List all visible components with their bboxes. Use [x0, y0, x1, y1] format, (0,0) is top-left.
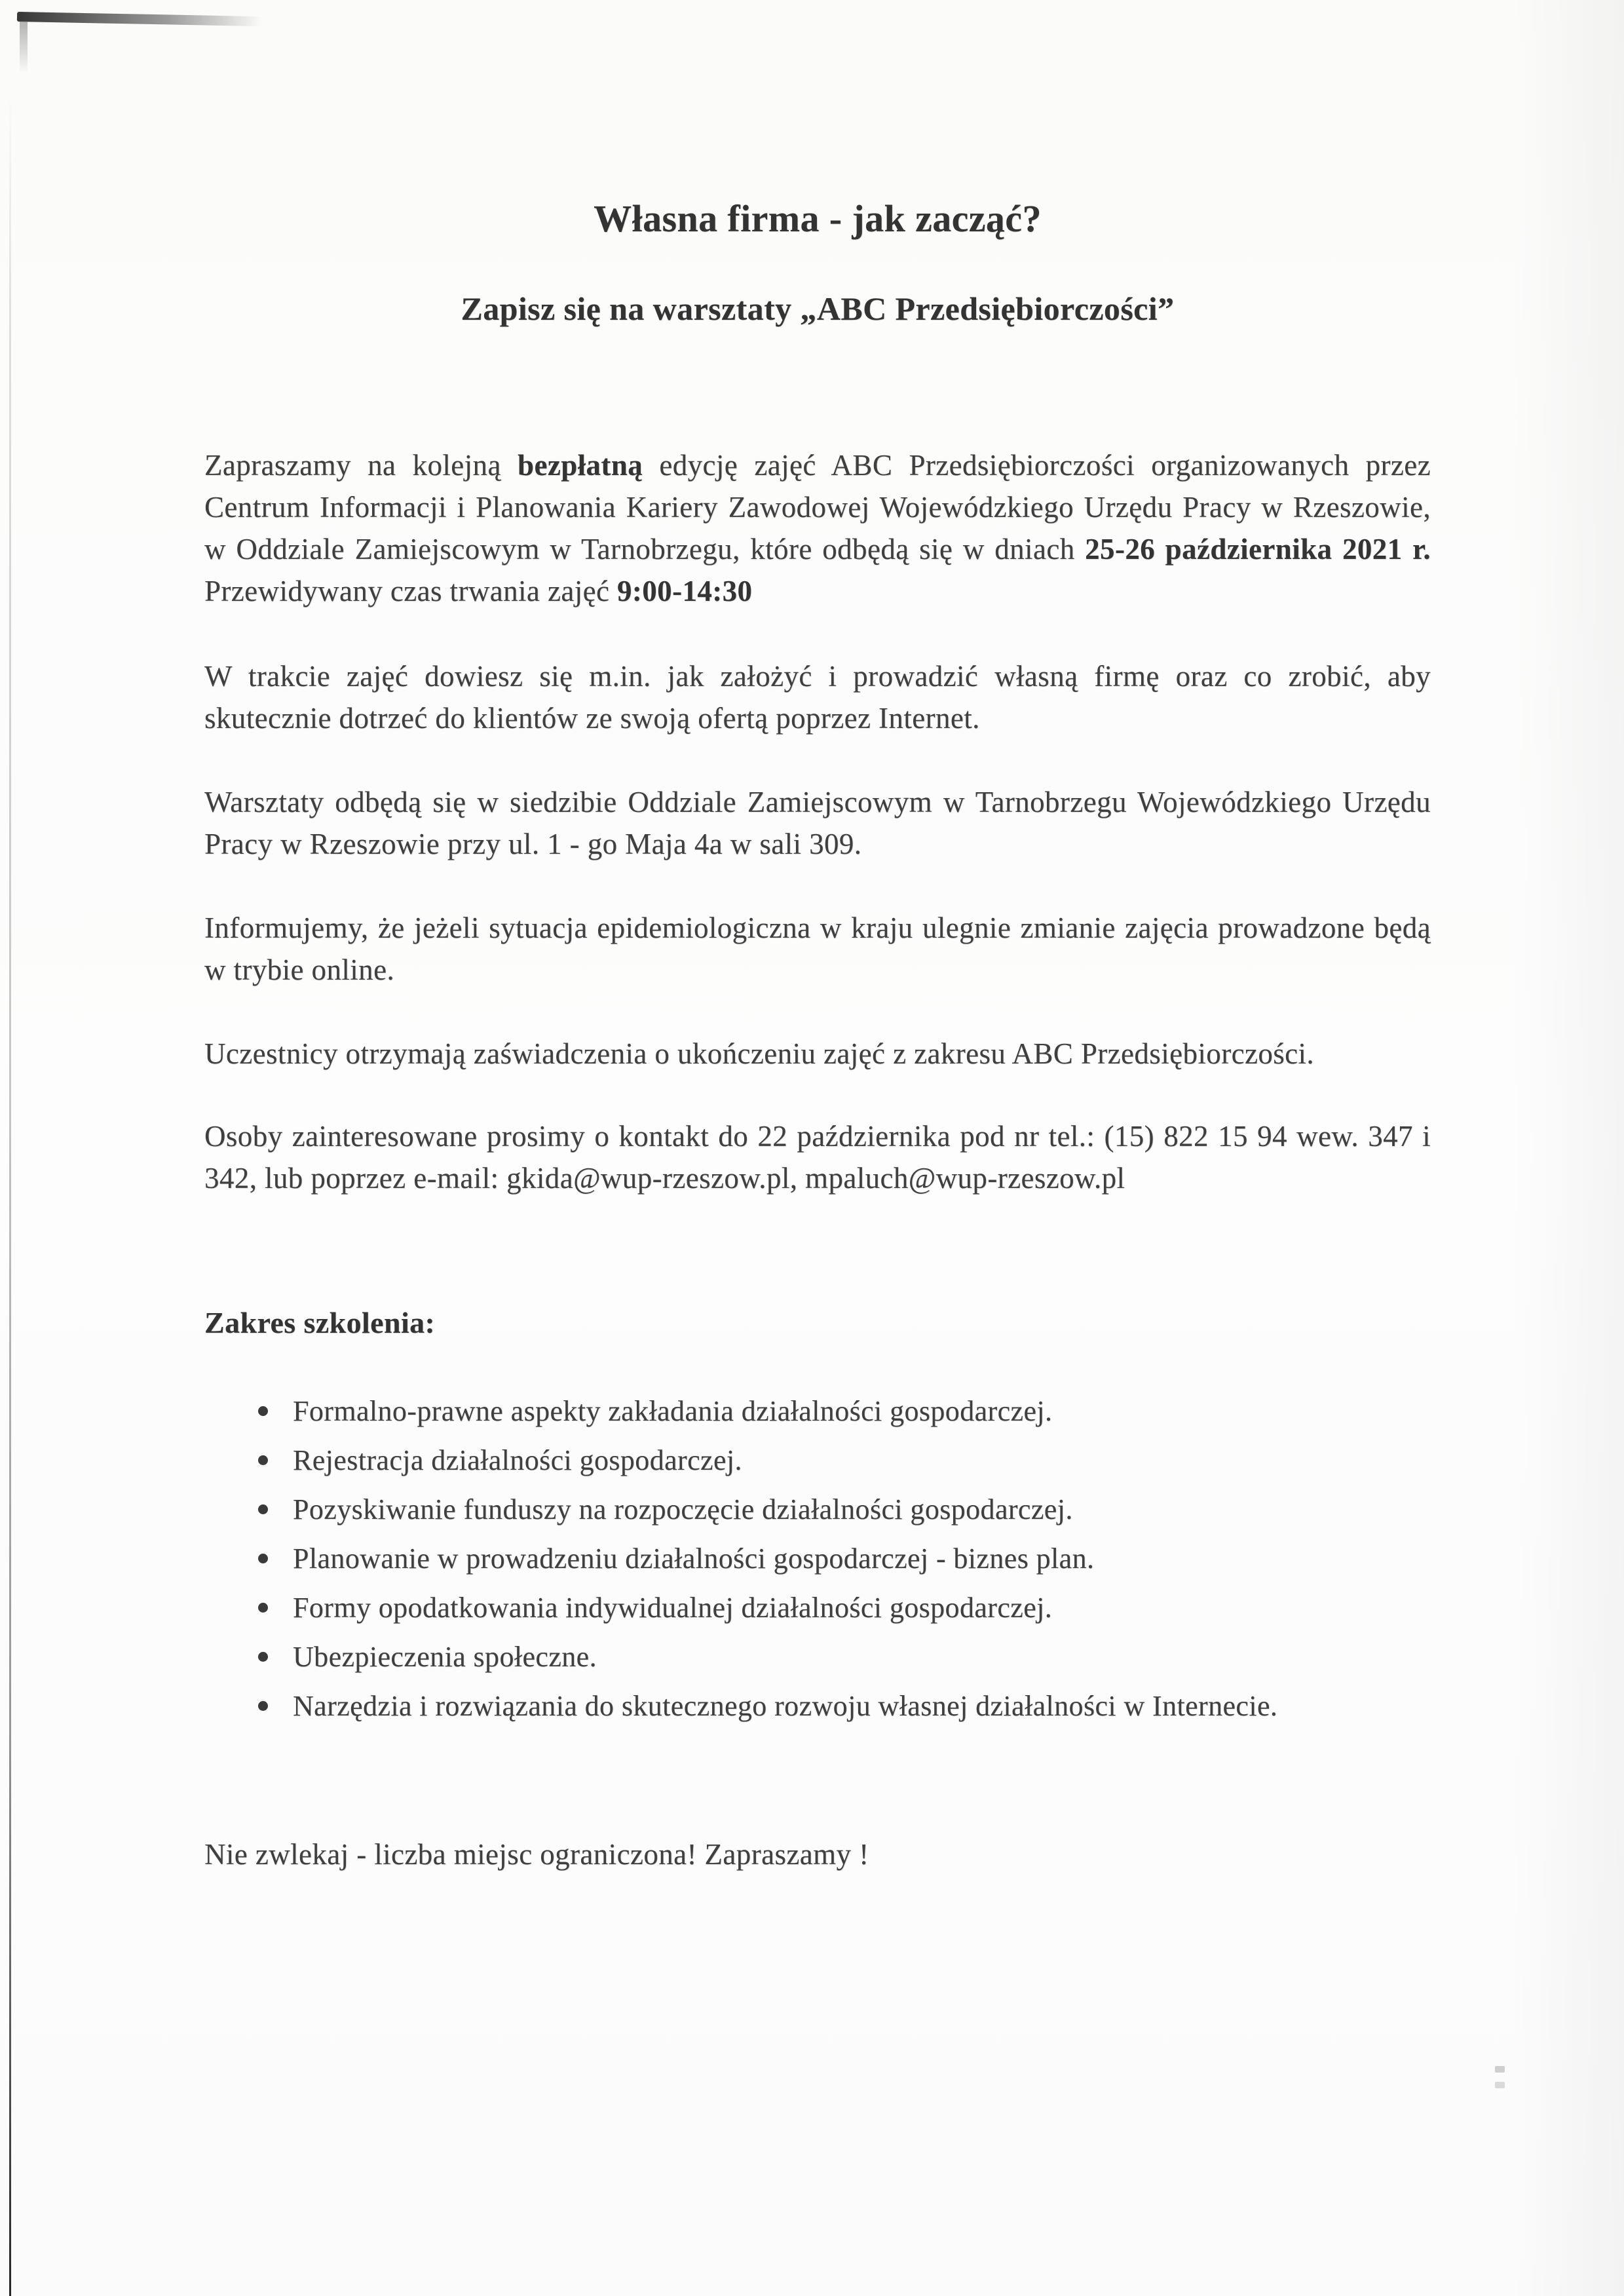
- bullet-icon: [258, 1406, 268, 1416]
- paragraph-invitation: [204, 444, 1431, 612]
- text-segment-bold: 25-26 października 2021 r.: [1085, 533, 1431, 565]
- bullet-icon: [258, 1554, 268, 1563]
- list-item-label: Planowanie w prowadzeniu działalności gospodarczej - biznes plan.: [293, 1542, 1095, 1575]
- training-scope-heading: Zakres szkolenia:: [204, 1306, 436, 1339]
- bullet-icon: [258, 1701, 268, 1711]
- list-item: [204, 1436, 1431, 1485]
- scan-streak-top-left: [17, 12, 305, 27]
- list-item: [204, 1534, 1431, 1583]
- text-segment: Przewidywany czas trwania zajęć: [204, 575, 617, 607]
- bullet-icon: [258, 1603, 268, 1613]
- scan-line-left-edge: [9, 92, 11, 2296]
- scan-shade-right-edge: [1513, 0, 1624, 2296]
- bullet-icon: [258, 1455, 268, 1465]
- closing-line: Nie zwlekaj - liczba miejsc ograniczona! Zapraszamy !: [204, 1838, 869, 1871]
- list-item-label: Formy opodatkowania indywidualnej działalności gospodarczej.: [293, 1592, 1053, 1624]
- paragraph-location: Warsztaty odbędą się w siedzibie Oddziale Zamiejscowym w Tarnobrzegu Wojewódzkiego Urzędu Pracy w Rzeszowie przy ul. 1 - go Maja 4a w sali 309.: [204, 786, 1431, 860]
- text-segment-bold: bezpłatną: [518, 449, 643, 482]
- paragraph-certificate: Uczestnicy otrzymają zaświadczenia o ukończeniu zajęć z zakresu ABC Przedsiębiorczości.: [204, 1037, 1315, 1070]
- paragraph-contact: Osoby zainteresowane prosimy o kontakt do 22 października pod nr tel.: (15) 822 15 94 wew. 347 i 342, lub poprzez e-mail: gkida@wup-rzeszow.pl, mpaluch@wup-rzeszow.pl: [204, 1120, 1431, 1195]
- text-segment-bold: 9:00-14:30: [617, 575, 753, 607]
- paragraph-during-classes: W trakcie zajęć dowiesz się m.in. jak założyć i prowadzić własną firmę oraz co zrobić, aby skutecznie dotrzeć do klientów ze swoją ofertą poprzez Internet.: [204, 660, 1431, 735]
- list-item: [204, 1632, 1431, 1681]
- page-subtitle: Zapisz się na warsztaty „ABC Przedsiębiorczości”: [461, 290, 1175, 327]
- scan-smudge-top-left: [20, 21, 28, 73]
- text-segment: Zapraszamy na kolejną: [204, 449, 518, 482]
- list-item-label: Pozyskiwanie funduszy na rozpoczęcie działalności gospodarczej.: [293, 1493, 1073, 1525]
- list-item-label: Ubezpieczenia społeczne.: [293, 1641, 597, 1673]
- bullet-icon: [258, 1652, 268, 1662]
- scan-speck-bottom-right: [1495, 2066, 1505, 2073]
- list-item: [204, 1583, 1431, 1632]
- list-item: [204, 1387, 1431, 1436]
- text-segment: edycję zajęć ABC Przedsiębiorczości organizowanych przez Centrum Informacji i Planowania Kariery Zawodowej Wojewódzkiego Urzędu Pracy w Rzeszowie, w Oddziale Zamiejscowym w Tarnobrzegu, które odbędą się w dniach: [204, 449, 1431, 565]
- list-item-label: Rejestracja działalności gospodarczej.: [293, 1444, 742, 1476]
- list-item: [204, 1681, 1431, 1731]
- list-item-label: Formalno-prawne aspekty zakładania działalności gospodarczej.: [293, 1395, 1053, 1427]
- list-item-label: Narzędzia i rozwiązania do skutecznego rozwoju własnej działalności w Internecie.: [293, 1690, 1278, 1722]
- list-item: [204, 1485, 1431, 1534]
- bullet-icon: [258, 1504, 268, 1514]
- training-scope-list: [204, 1387, 1431, 1731]
- page-title: Własna firma - jak zacząć?: [594, 197, 1042, 240]
- paragraph-online-notice: Informujemy, że jeżeli sytuacja epidemiologiczna w kraju ulegnie zmianie zajęcia prowadzone będą w trybie online.: [204, 911, 1431, 986]
